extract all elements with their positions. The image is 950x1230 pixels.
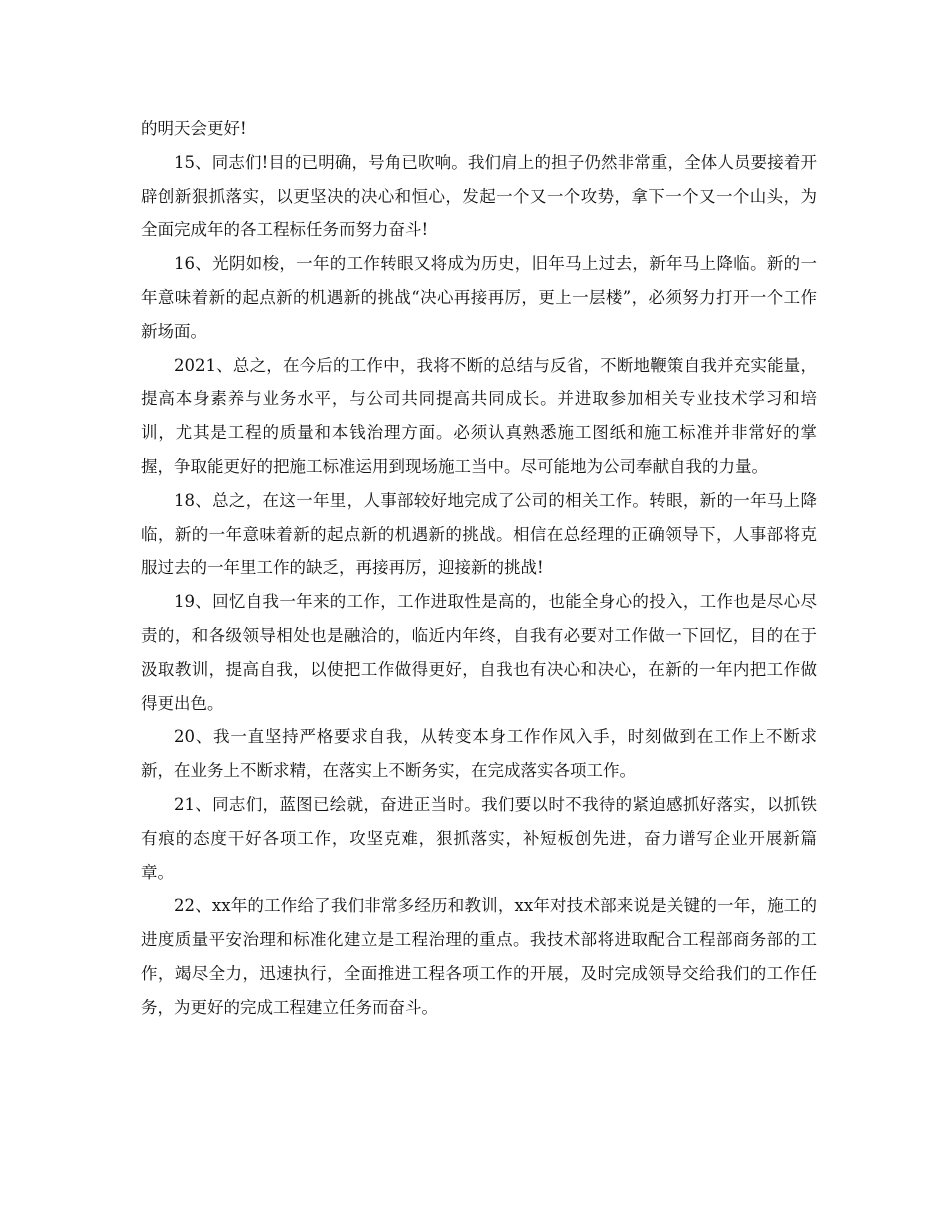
paragraph-20: 20、我一直坚持严格要求自我，从转变本身工作作风入手，时刻做到在工作上不断求新，在业务上不断求精，在落实上不断务实，在完成落实各项工作。 — [141, 727, 817, 781]
paragraph-19: 19、回忆自我一年来的工作，工作进取性是高的，也能全身心的投入，工作也是尽心尽责的，和各级领导相处也是融洽的，临近内年终，自我有必要对工作做一下回忆，目的在于汲取教训，提高自我，以使把工作做得更好，自我也有决心和决心，在新的一年内把工作做得更出色。 — [141, 592, 817, 713]
paragraph-15: 15、同志们!目的已明确，号角已吹响。我们肩上的担子仍然非常重，全体人员要接着开辟创新狠抓落实，以更坚决的决心和恒心，发起一个又一个攻势，拿下一个又一个山头，为全面完成年的各工程标任务而努力奋斗! — [141, 152, 817, 240]
paragraph-18: 18、总之，在这一年里，人事部较好地完成了公司的相关工作。转眼，新的一年马上降临，新的一年意味着新的起点新的机遇新的挑战。相信在总经理的正确领导下，人事部将克服过去的一年里工作的缺乏，再接再厉，迎接新的挑战! — [141, 490, 817, 578]
paragraph-22: 22、xx年的工作给了我们非常多经历和教训，xx年对技术部来说是关键的一年，施工的进度质量平安治理和标准化建立是工程治理的重点。我技术部将进取配合工程部商务部的工作，竭尽全力，迅速执行，全面推进工程各项工作的开展，及时完成领导交给我们的工作任务，为更好的完成工程建立任务而奋斗。 — [141, 896, 817, 1017]
paragraph-continuation: 的明天会更好! — [141, 119, 247, 138]
paragraph-16: 16、光阴如梭，一年的工作转眼又将成为历史，旧年马上过去，新年马上降临。新的一年意味着新的起点新的机遇新的挑战“决心再接再厉，更上一层楼”，必须努力打开一个工作新场面。 — [141, 254, 817, 341]
paragraph-2021: 2021、总之，在今后的工作中，我将不断的总结与反省，不断地鞭策自我并充实能量，提高本身素养与业务水平，与公司共同提高共同成长。并进取参加相关专业技术学习和培训，尤其是工程的质量和本钱治理方面。必须认真熟悉施工图纸和施工标准并非常好的掌握，争取能更好的把施工标准运用到现场施工当中。尽可能地为公司奉献自我的力量。 — [141, 355, 817, 476]
paragraph-21: 21、同志们，蓝图已绘就，奋进正当时。我们要以时不我待的紧迫感抓好落实，以抓铁有痕的态度干好各项工作，攻坚克难，狠抓落实，补短板创先进，奋力谱写企业开展新篇章。 — [141, 794, 817, 882]
document-body — [141, 112, 817, 1025]
